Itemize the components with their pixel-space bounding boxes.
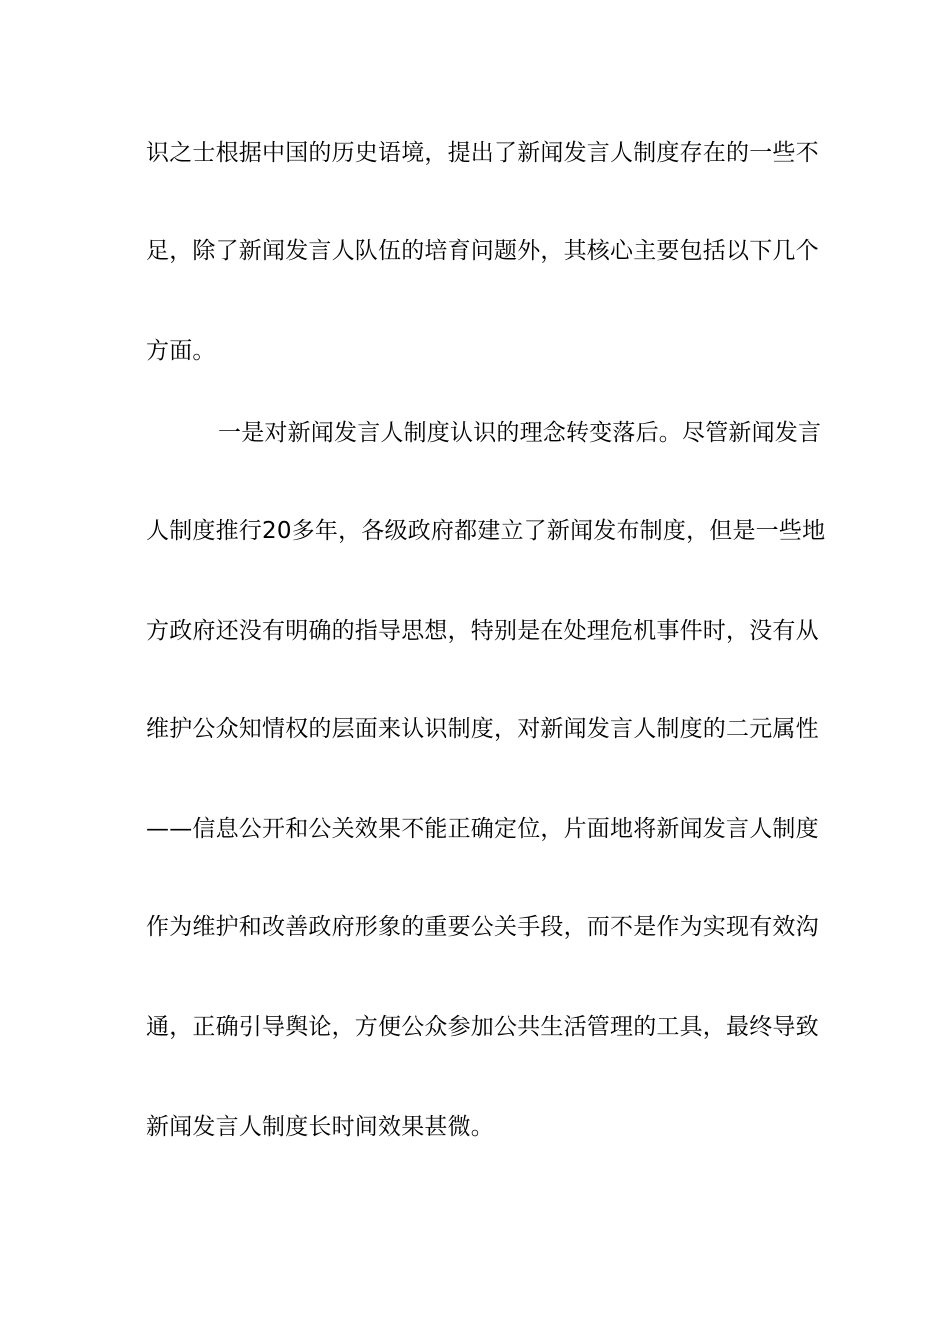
text-line: 方面。 [146, 338, 216, 364]
text-line: 通，正确引导舆论，方便公众参加公共生活管理的工具，最终导致 [146, 1014, 819, 1040]
text-line: 足，除了新闻发言人队伍的培育问题外，其核心主要包括以下几个 [146, 238, 819, 264]
text-line: 识之士根据中国的历史语境，提出了新闻发言人制度存在的一些不 [146, 140, 819, 166]
text-line: 方政府还没有明确的指导思想，特别是在处理危机事件时，没有从 [146, 618, 819, 644]
text-line-indented: 一是对新闻发言人制度认识的理念转变落后。尽管新闻发言 [218, 420, 822, 446]
text-line: 作为维护和改善政府形象的重要公关手段，而不是作为实现有效沟 [146, 914, 819, 940]
text-line: ——信息公开和公关效果不能正确定位，片面地将新闻发言人制度 [146, 816, 819, 842]
text-line: 维护公众知情权的层面来认识制度，对新闻发言人制度的二元属性 [146, 716, 819, 742]
text-line: 新闻发言人制度长时间效果甚微。 [146, 1114, 494, 1140]
text-line: 人制度推行20多年，各级政府都建立了新闻发布制度，但是一些地 [146, 518, 826, 544]
